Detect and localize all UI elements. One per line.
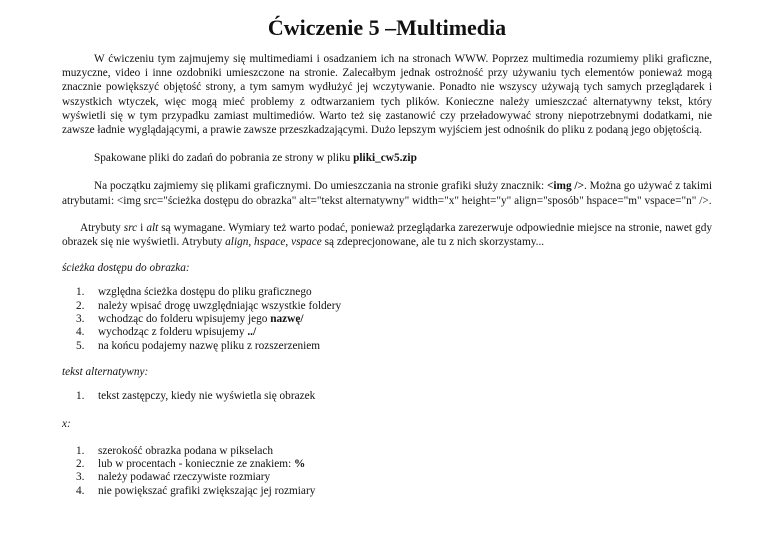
list-item [62,286,712,299]
attr-text-2: i [137,221,147,234]
graphics-text-2: . Można go używać z takimi atrybutami: <img src="ścieżka dostępu do obrazka" alt="tekst alternatywny" width="x" height="y" align="sposób" hspace="m" vspace="n" />. [62,180,713,207]
attr-text-3: są wymagane. Wymiary też warto podać, ponieważ przeglądarka zarezerwuje odpowiednie miejsce na stronie, nawet gdy obrazek się nie wyświetli. Atrybuty [62,221,713,249]
attr-text-1: Atrybuty [80,221,124,234]
list-item [62,390,712,403]
x-list [62,445,712,498]
list-item [62,458,712,471]
list-bold: nazwę/ [270,313,304,326]
list-text: należy podawać rzeczywiste rozmiary [98,471,271,484]
list-number: 2. [76,299,85,312]
list-number: 1. [76,444,85,457]
attr-src: src [123,221,138,234]
list-item [62,340,712,353]
page-title: Ćwiczenie 5 –Multimedia [267,15,507,40]
list-text: nie powiększać grafiki zwiększając jej rozmiary [98,484,316,497]
list-item [62,445,712,458]
attr-hspace: hspace [254,236,286,249]
alt-section-label: tekst alternatywny: [62,365,149,378]
list-bold: % [294,457,306,470]
list-item [62,471,712,484]
list-number: 2. [76,457,85,470]
list-text: tekst zastępczy, kiedy nie wyświetla się obrazek [98,390,316,403]
download-filename: pliki_cw5.zip [353,152,417,165]
attr-alt: alt [146,221,159,234]
list-item [62,485,712,498]
attributes-paragraph [62,221,712,249]
list-number: 1. [76,390,85,403]
list-item [62,300,712,313]
list-text: wychodząc z folderu wpisujemy [98,326,248,339]
list-number: 5. [76,339,85,352]
attr-text-6: są zdeprecjonowane, ale tu z nich skorzystamy... [321,236,545,249]
list-number: 4. [76,484,85,497]
list-text: lub w procentach - koniecznie ze znakiem: [98,457,295,470]
attr-vspace: vspace [291,236,322,249]
attr-text-4: , [248,236,255,249]
list-number: 3. [76,471,85,484]
graphics-paragraph [62,179,712,207]
list-number: 3. [76,313,85,326]
list-text: względna ścieżka dostępu do pliku graficznego [98,286,312,299]
attr-text-5: , [285,236,292,249]
list-number: 1. [76,286,85,299]
download-text: Spakowane pliki do zadań do pobrania ze strony w pliku [94,152,354,165]
path-section-label: ścieżka dostępu do obrazka: [62,262,190,275]
document-page [62,0,712,498]
attr-align: align [225,236,249,249]
list-text: szerokość obrazka podana w pikselach [98,444,274,457]
list-number: 4. [76,326,85,339]
list-item [62,326,712,339]
download-paragraph [62,151,712,165]
x-section-label: x: [62,418,71,431]
list-text: na końcu podajemy nazwę pliku z rozszerzeniem [98,339,321,352]
path-list [62,286,712,352]
list-bold: ../ [247,326,257,339]
intro-paragraph: W ćwiczeniu tym zajmujemy się multimediami i osadzaniem ich na stronach WWW. Poprzez multimedia rozumiemy pliki graficzne, muzyczne, video i inne ozdobniki umieszczone na stronie. Zalecałbym jednak ostrożność przy używaniu tych elementów ponieważ mogą znacznie powiększyć objętość strony, a tym samym wydłużyć jej wczytywanie. Ponadto nie wszyscy używają tych samych przeglądarek i wszystkich wtyczek, więc mogą mieć problemy z odtwarzaniem tych plików. Konieczne należy umieszczać alternatywny tekst, który wyświetli się w tym przypadku zamiast multimediów. Warto też się zastanowić czy przeładowywać strony niepotrzebnymi dodatkami, nie zawsze ładnie wyglądającymi, a prawie zawsze przeszkadzającymi. Dużo lepszym wyjściem jest odnośnik do pliku z podaną jego objętością. [62,53,712,137]
alt-list [62,390,712,403]
list-text: wchodząc do folderu wpisujemy jego [98,313,271,326]
graphics-text-1: Na początku zajmiemy się plikami graficznymi. Do umieszczania na stronie grafiki służy znacznik: [94,180,547,193]
list-text: należy wpisać drogę uwzględniając wszystkie foldery [98,299,342,312]
img-tag: <img /> [546,180,585,193]
list-item [62,313,712,326]
